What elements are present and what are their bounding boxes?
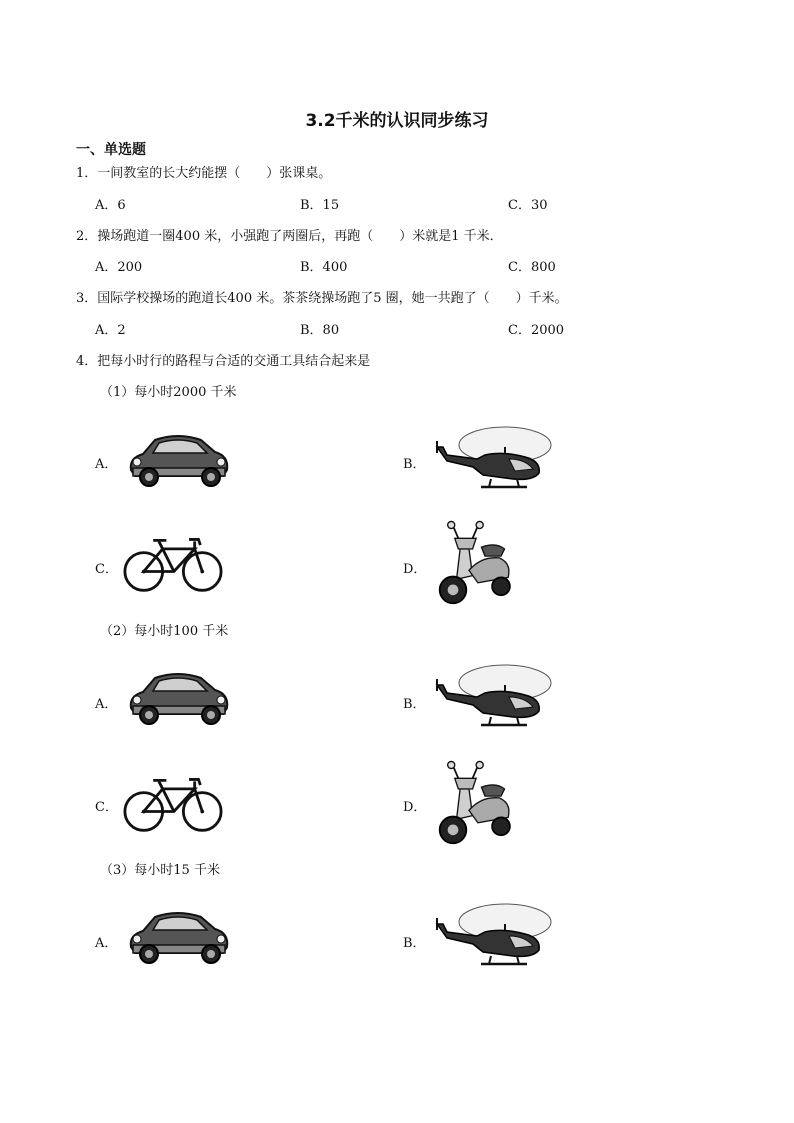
question-4: 4．把每小时行的路程与合适的交通工具结合起来是 bbox=[76, 354, 371, 369]
option-label: B． bbox=[403, 936, 426, 951]
bicycle-icon bbox=[121, 530, 225, 596]
option-label: A． bbox=[95, 697, 118, 712]
q1-option-c[interactable]: C．30 bbox=[508, 198, 548, 213]
question-1: 1．一间教室的长大约能摆（ ）张课桌。 bbox=[76, 166, 332, 181]
option-label: C． bbox=[95, 800, 118, 815]
scooter-icon bbox=[437, 518, 517, 612]
q4-1-option-d[interactable] bbox=[403, 518, 523, 614]
option-label: A． bbox=[95, 936, 118, 951]
car-icon bbox=[123, 663, 233, 733]
q2-option-a[interactable]: A．200 bbox=[95, 260, 143, 275]
option-label: B． bbox=[403, 457, 426, 472]
option-label: D． bbox=[403, 562, 427, 577]
bicycle-icon bbox=[121, 770, 225, 836]
option-label: A． bbox=[95, 457, 118, 472]
q4-3-option-b[interactable] bbox=[403, 902, 563, 972]
helicopter-icon bbox=[433, 425, 553, 495]
scooter-icon bbox=[437, 758, 517, 852]
q4-1-option-a[interactable] bbox=[95, 425, 245, 495]
helicopter-icon bbox=[433, 663, 553, 733]
question-3: 3．国际学校操场的跑道长400 米。茶茶绕操场跑了5 圈，她一共跑了（ ）千米。 bbox=[76, 291, 568, 306]
q2-option-c[interactable]: C．800 bbox=[508, 260, 556, 275]
q4-2-option-b[interactable] bbox=[403, 663, 563, 733]
q4-sub-3: （3）每小时15 千米 bbox=[100, 863, 220, 878]
q1-option-a[interactable]: A．6 bbox=[95, 198, 126, 213]
car-icon bbox=[123, 425, 233, 495]
option-label: B． bbox=[403, 697, 426, 712]
q1-option-b[interactable]: B．15 bbox=[300, 198, 340, 213]
section-title: 一、单选题 bbox=[76, 142, 146, 158]
q4-2-option-a[interactable] bbox=[95, 663, 245, 733]
q4-sub-1: （1）每小时2000 千米 bbox=[100, 385, 237, 400]
q4-1-option-b[interactable] bbox=[403, 425, 563, 495]
q4-1-option-c[interactable] bbox=[95, 530, 245, 600]
q3-option-c[interactable]: C．2000 bbox=[508, 323, 565, 338]
q4-2-option-c[interactable] bbox=[95, 770, 245, 840]
q4-2-option-d[interactable] bbox=[403, 758, 523, 854]
q4-3-option-a[interactable] bbox=[95, 902, 245, 972]
helicopter-icon bbox=[433, 902, 553, 972]
option-label: D． bbox=[403, 800, 427, 815]
option-label: C． bbox=[95, 562, 118, 577]
question-2: 2．操场跑道一圈400 米，小强跑了两圈后，再跑（ ）米就是1 千米． bbox=[76, 229, 503, 244]
q2-option-b[interactable]: B．400 bbox=[300, 260, 348, 275]
q4-sub-2: （2）每小时100 千米 bbox=[100, 624, 229, 639]
q3-option-a[interactable]: A．2 bbox=[95, 323, 126, 338]
page-title: 3.2千米的认识同步练习 bbox=[305, 111, 489, 131]
car-icon bbox=[123, 902, 233, 972]
q3-option-b[interactable]: B．80 bbox=[300, 323, 340, 338]
